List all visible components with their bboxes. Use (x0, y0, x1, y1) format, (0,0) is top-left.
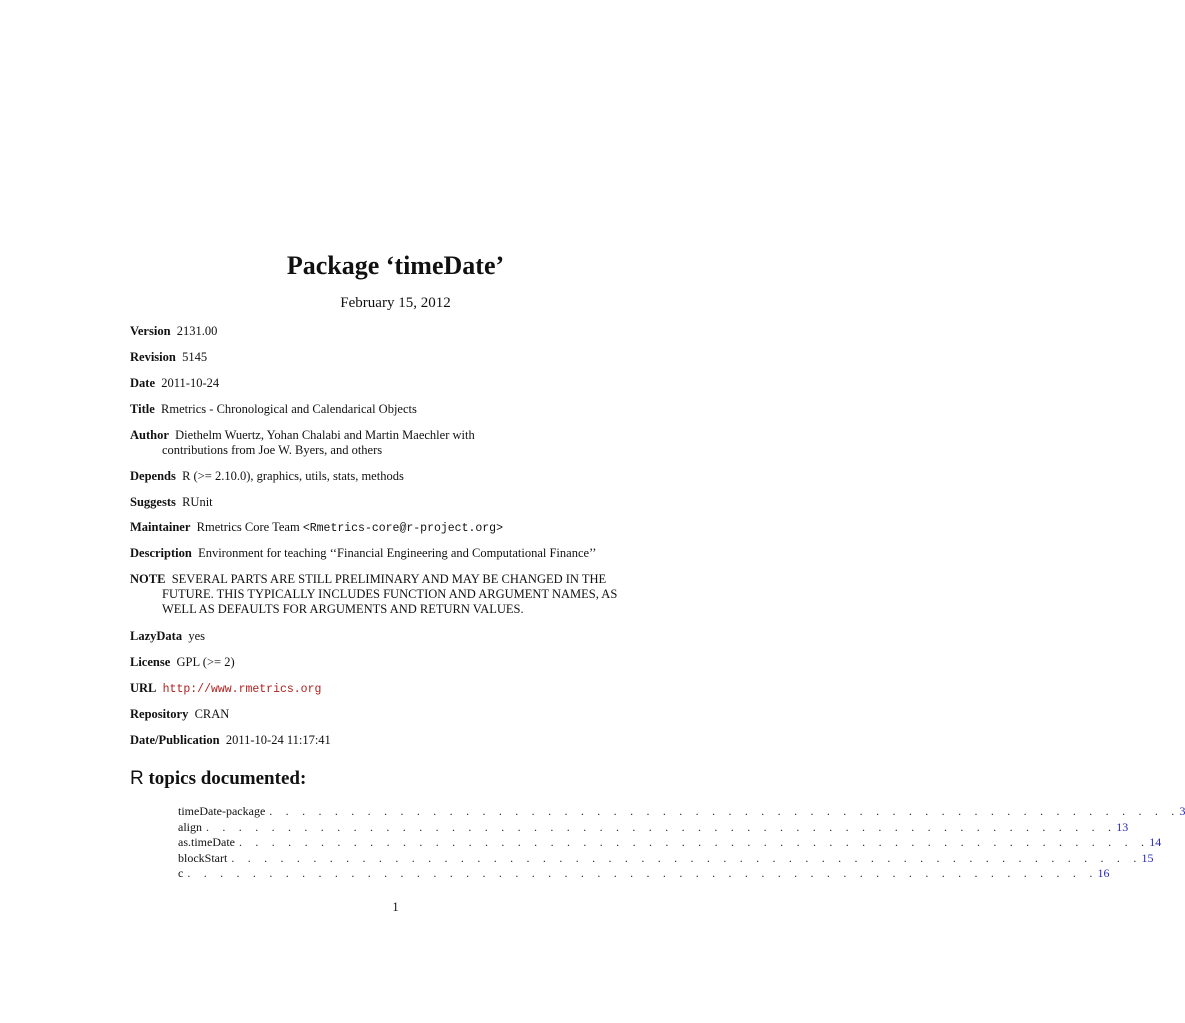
field-value: Rmetrics Core Team (196, 520, 300, 534)
field-key: Description (130, 546, 192, 560)
field-key: Maintainer (130, 520, 191, 534)
field-key: LazyData (130, 629, 183, 643)
topics-heading-text: topics documented: (148, 768, 307, 789)
topics-heading (130, 768, 306, 790)
field-value: Diethelm Wuertz, Yohan Chalabi and Martin Maechler with (175, 428, 475, 442)
toc-entry-name[interactable]: timeDate-package (178, 804, 269, 820)
field-key: Depends (130, 469, 176, 483)
field-version (130, 324, 670, 339)
package-title: Package ‘timeDate’ (286, 251, 505, 280)
field-value-continuation: contributions from Joe W. Byers, and others (162, 443, 383, 457)
toc-entry-page[interactable]: 13 (1116, 819, 1129, 834)
field-value: 2011-10-24 11:17:41 (225, 733, 331, 747)
field-key: NOTE (130, 572, 166, 586)
toc-entry-name[interactable]: as.timeDate (178, 835, 239, 851)
toc-entry-page[interactable]: 14 (1149, 835, 1162, 849)
field-key: Title (130, 402, 155, 416)
field-title (130, 402, 670, 417)
toc-entry-name[interactable]: align (178, 820, 206, 836)
field-date-publication (130, 733, 670, 748)
toc-entry[interactable] (178, 804, 1185, 820)
topics-heading-r: R (130, 768, 144, 789)
toc-leader-dots: . . . . . . . . . . . . . . . . . . . . . . . . . . . . . . . . . . . . . . . . . . . . . . . . . . . . . . . . (206, 819, 1117, 834)
url-link[interactable]: http://www.rmetrics.org (162, 683, 322, 696)
toc-entry-page[interactable]: 16 (1097, 866, 1110, 880)
field-suggests (130, 495, 670, 510)
toc-entry-name[interactable]: blockStart (178, 851, 231, 867)
field-value: CRAN (194, 707, 230, 721)
field-license (130, 655, 670, 670)
toc-entry-name[interactable]: c (178, 866, 187, 882)
toc-leader-dots: . . . . . . . . . . . . . . . . . . . . . . . . . . . . . . . . . . . . . . . . . . . . . . . . . . . . . . . . (231, 850, 1142, 865)
field-lazydata (130, 629, 670, 644)
field-key: Author (130, 428, 169, 442)
field-key: Revision (130, 350, 176, 364)
toc-leader-dots: . . . . . . . . . . . . . . . . . . . . . . . . . . . . . . . . . . . . . . . . . . . . . . . . . . . . . . . . (238, 835, 1150, 849)
field-key: Date/Publication (130, 733, 220, 747)
field-value: Environment for teaching ‘‘Financial Engineering and Computational Finance’’ (198, 546, 597, 560)
field-key: Repository (130, 707, 189, 721)
topics-list (178, 804, 1185, 882)
toc-entry[interactable] (178, 866, 1110, 882)
maintainer-email: <Rmetrics-core@r-project.org> (302, 522, 503, 535)
field-value: RUnit (182, 495, 213, 509)
field-value: SEVERAL PARTS ARE STILL PRELIMINARY AND MAY BE CHANGED IN THE (171, 572, 607, 586)
field-value: 5145 (182, 350, 208, 364)
toc-entry-page[interactable]: 3 (1179, 804, 1185, 818)
field-value: R (>= 2.10.0), graphics, utils, stats, methods (182, 469, 404, 483)
field-note (130, 572, 670, 617)
field-author (130, 428, 670, 458)
field-depends (130, 469, 670, 484)
toc-entry[interactable] (178, 819, 1129, 836)
field-value: 2131.00 (176, 324, 218, 338)
toc-leader-dots: . . . . . . . . . . . . . . . . . . . . . . . . . . . . . . . . . . . . . . . . . . . . . . . . . . . . . . . . (269, 804, 1180, 818)
toc-entry[interactable] (178, 835, 1162, 851)
toc-entry[interactable] (178, 850, 1154, 867)
field-date (130, 376, 670, 391)
field-key: Date (130, 376, 155, 390)
field-url (130, 681, 670, 697)
field-maintainer (130, 520, 670, 536)
field-value: yes (188, 629, 205, 643)
field-repository (130, 707, 670, 722)
page-number: 1 (392, 900, 399, 914)
field-revision (130, 350, 670, 365)
field-value-continuation: WELL AS DEFAULTS FOR ARGUMENTS AND RETURN VALUES. (162, 602, 524, 616)
field-value: 2011-10-24 (161, 376, 220, 390)
field-key: Version (130, 324, 171, 338)
field-description (130, 546, 670, 561)
field-value-continuation: FUTURE. THIS TYPICALLY INCLUDES FUNCTION AND ARGUMENT NAMES, AS (162, 587, 618, 601)
package-date: February 15, 2012 (340, 295, 451, 311)
field-key: URL (130, 681, 157, 695)
toc-entry-page[interactable]: 15 (1141, 850, 1154, 865)
field-key: Suggests (130, 495, 176, 509)
field-value: Rmetrics - Chronological and Calendarical Objects (161, 402, 417, 416)
field-key: License (130, 655, 171, 669)
field-value: GPL (>= 2) (176, 655, 235, 669)
toc-leader-dots: . . . . . . . . . . . . . . . . . . . . . . . . . . . . . . . . . . . . . . . . . . . . . . . . . . . . . . . . (187, 866, 1098, 880)
